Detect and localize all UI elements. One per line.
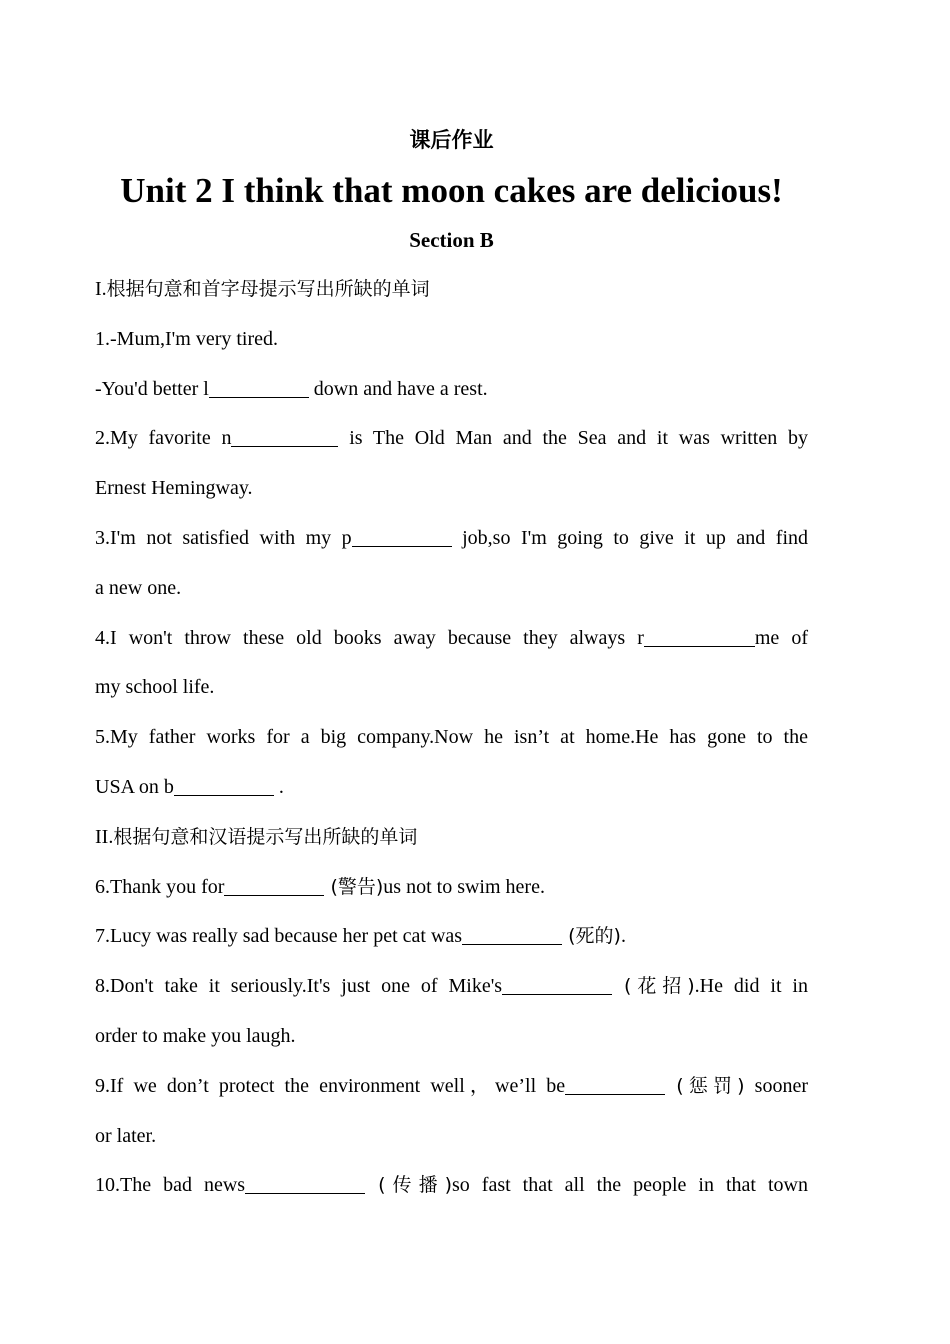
- section2-heading: II.根据句意和汉语提示写出所缺的单词: [95, 825, 418, 848]
- answer-blank[interactable]: [174, 777, 274, 796]
- answer-blank[interactable]: [565, 1076, 665, 1095]
- question-9-line-2: or later.: [95, 1124, 157, 1147]
- question-8-line-2: order to make you laugh.: [95, 1024, 296, 1047]
- section-subtitle: Section B: [409, 228, 494, 252]
- answer-blank[interactable]: [644, 628, 755, 647]
- answer-blank[interactable]: [462, 926, 562, 945]
- unit-title: Unit 2 I think that moon cakes are delicious!: [120, 171, 783, 210]
- answer-blank[interactable]: [352, 528, 452, 547]
- homework-kicker: 课后作业: [409, 128, 494, 152]
- exercise-body: [95, 265, 808, 1211]
- answer-blank[interactable]: [245, 1175, 365, 1194]
- answer-blank[interactable]: [224, 877, 324, 896]
- question-10-line-1: 10.The bad news (传播)so fast that all the people in that town: [95, 1174, 808, 1197]
- answer-blank[interactable]: [502, 976, 612, 995]
- question-2-line-2: Ernest Hemingway.: [95, 477, 253, 500]
- question-9-line-1: 9.If we don’t protect the environment well，we’ll be (惩罚) sooner: [95, 1074, 808, 1097]
- question-3-line-1: 3.I'm not satisfied with my p job,so I'm going to give it up and find: [95, 526, 808, 549]
- question-6: 6.Thank you for (警告)us not to swim here.: [95, 875, 545, 898]
- question-4-line-2: my school life.: [95, 676, 215, 699]
- question-5-line-1: 5.My father works for a big company.Now he isn’t at home.He has gone to the: [95, 726, 808, 749]
- question-1-line-2: -You'd better l down and have a rest.: [95, 377, 488, 400]
- question-2-line-1: 2.My favorite n is The Old Man and the Sea and it was written by: [95, 427, 808, 450]
- question-1-line-1: 1.-Mum,I'm very tired.: [95, 327, 279, 350]
- question-5-line-2: USA on b .: [95, 775, 284, 798]
- question-7: 7.Lucy was really sad because her pet cat was (死的).: [95, 925, 626, 948]
- question-4-line-1: 4.I won't throw these old books away because they always r me of: [95, 626, 809, 649]
- section1-heading: I.根据句意和首字母提示写出所缺的单词: [95, 278, 430, 300]
- answer-blank[interactable]: [231, 428, 338, 447]
- question-8-line-1: 8.Don't take it seriously.It's just one of Mike's (花招).He did it in: [95, 975, 808, 998]
- answer-blank[interactable]: [209, 379, 309, 398]
- question-3-line-2: a new one.: [95, 576, 182, 599]
